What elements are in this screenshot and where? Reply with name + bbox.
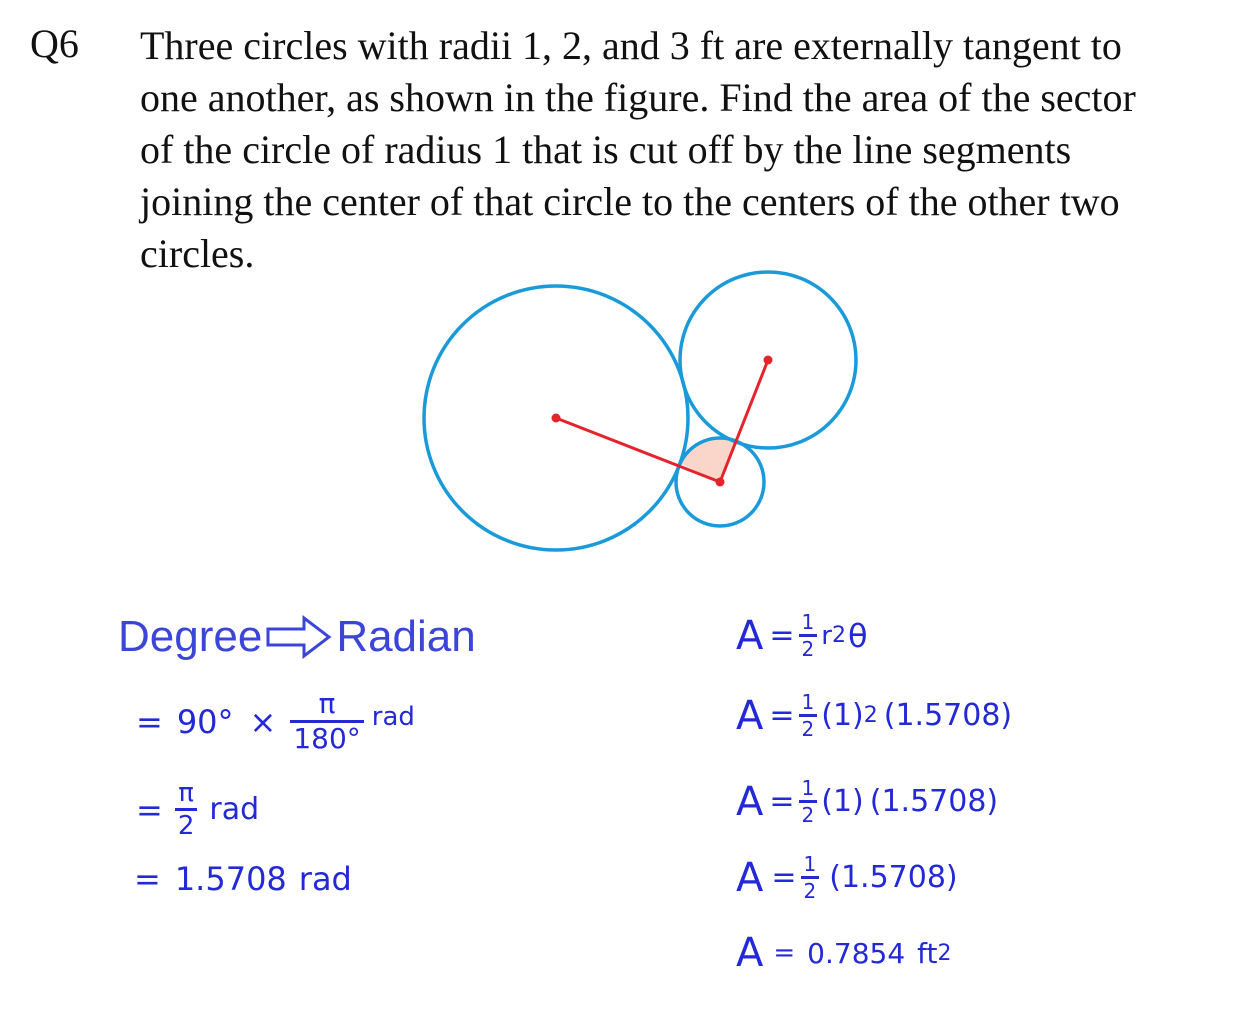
equals-sign: =	[136, 702, 163, 741]
radian-label: Radian	[336, 612, 476, 661]
area-symbol: A	[736, 930, 764, 976]
equals-sign: =	[773, 938, 796, 968]
area-formula-line-2	[736, 692, 1012, 739]
radius-value: (1)	[821, 698, 864, 733]
question-line: of the circle of radius 1 that is cut off by the line segments	[140, 127, 1072, 172]
one-half-fraction	[799, 612, 818, 659]
rad-unit: rad	[209, 792, 260, 827]
fraction-denominator: 2	[799, 714, 818, 739]
area-formula-line-4	[736, 854, 958, 901]
conversion-line-3	[134, 860, 352, 898]
area-symbol: A	[736, 778, 764, 825]
exponent: 2	[831, 623, 846, 648]
radian-value: 1.5708	[174, 860, 287, 898]
fraction-denominator: 2	[801, 876, 820, 901]
equals-sign: =	[769, 784, 795, 819]
question-line: Three circles with radii 1, 2, and 3 ft are externally tangent to	[140, 23, 1122, 68]
question-number: Q6	[30, 21, 79, 66]
exponent: 2	[863, 703, 878, 728]
degree-value: 90°	[176, 702, 234, 741]
fraction-numerator: 1	[801, 690, 815, 714]
fraction-numerator: π	[178, 778, 194, 808]
exponent: 2	[937, 940, 952, 966]
right-arrow-icon	[266, 615, 332, 659]
area-formula-line-1	[736, 612, 868, 659]
rad-unit: rad	[298, 860, 352, 898]
fraction-denominator: 2	[799, 634, 818, 659]
conversion-line-2	[136, 780, 259, 839]
center-medium	[764, 356, 773, 365]
fraction-numerator: π	[318, 687, 336, 720]
equals-sign: =	[134, 860, 161, 898]
one-half-fraction	[799, 692, 818, 739]
degree-label: Degree	[118, 612, 263, 661]
fraction-denominator: 180°	[290, 720, 363, 753]
area-unit: ft	[917, 936, 938, 970]
sector-shading	[679, 437, 735, 482]
area-symbol: A	[736, 854, 764, 901]
angle-value: (1.5708)	[829, 860, 958, 895]
fraction-numerator: 1	[801, 610, 815, 634]
fraction-denominator: 2	[175, 808, 198, 839]
radius-value: (1)	[821, 784, 864, 819]
conversion-line-1	[136, 687, 415, 755]
one-half-fraction	[799, 778, 818, 825]
center-small	[716, 478, 725, 487]
question-line: joining the center of that circle to the centers of the other two	[140, 179, 1120, 224]
area-formula-line-3	[736, 778, 998, 825]
equals-sign: =	[769, 698, 795, 733]
equals-sign: =	[136, 790, 163, 829]
center-large	[552, 414, 561, 423]
fraction-numerator: 1	[803, 852, 817, 876]
equals-sign: =	[769, 618, 795, 653]
degree-to-radian-title	[118, 612, 476, 662]
one-half-fraction	[801, 854, 820, 901]
area-symbol: A	[736, 692, 764, 739]
fraction-denominator: 2	[799, 800, 818, 825]
area-symbol: A	[736, 612, 764, 659]
fraction-numerator: 1	[801, 776, 815, 800]
question-line: circles.	[140, 231, 255, 276]
pi-over-180-fraction	[290, 687, 363, 755]
area-result-line	[736, 930, 952, 976]
times-sign: ×	[249, 702, 277, 741]
equals-sign: =	[771, 860, 797, 895]
angle-value: (1.5708)	[883, 698, 1013, 733]
rad-unit: rad	[371, 701, 415, 732]
theta-symbol: θ	[847, 616, 868, 655]
question-line: one another, as shown in the figure. Find the area of the sector	[140, 75, 1136, 120]
pi-over-2-fraction	[175, 780, 198, 839]
radius-symbol: r	[821, 620, 832, 651]
angle-value: (1.5708)	[869, 784, 999, 819]
area-value: 0.7854	[807, 936, 906, 970]
